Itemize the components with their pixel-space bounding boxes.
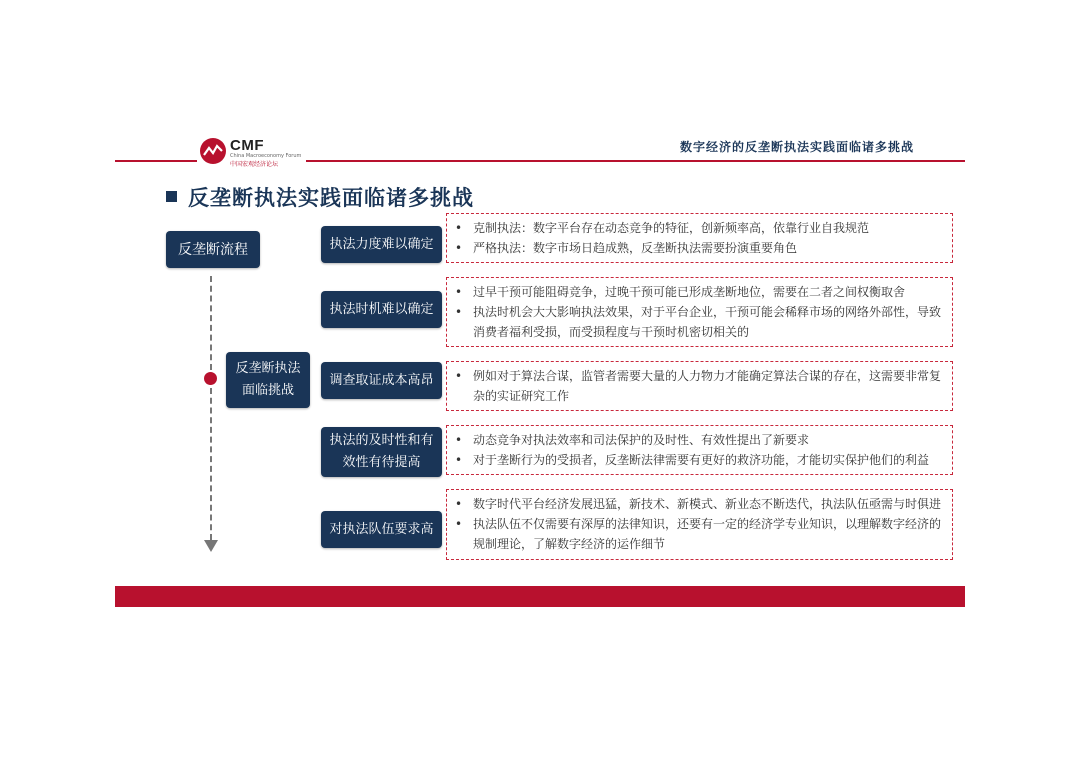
process-label-box	[166, 231, 260, 268]
bullet-item: • 执法时机会大大影响执法效果，对于平台企业，干预可能会稀释市场的网络外部性，导致消费者福利受损，而受损程度与干预时机密切相关的	[455, 302, 946, 342]
process-label: 反垄断流程	[178, 241, 248, 258]
bullet-item: • 严格执法：数字市场日趋成熟，反垄断执法需要扮演重要角色	[455, 238, 946, 258]
challenge-detail-2	[446, 277, 953, 347]
challenge-detail-4	[446, 425, 953, 475]
bullet-item: • 数字时代平台经济发展迅猛，新技术、新模式、新业态不断迭代，执法队伍亟需与时俱进	[455, 494, 946, 514]
bullet-item: • 动态竞争对执法效率和司法保护的及时性、有效性提出了新要求	[455, 430, 946, 450]
challenge-title-2: 执法时机难以确定	[329, 301, 434, 317]
challenge-title-1: 执法力度难以确定	[329, 236, 434, 252]
bullet-item: • 克制执法：数字平台存在动态竞争的特征，创新频率高，依靠行业自我规范	[455, 218, 946, 238]
challenge-title-5: 对执法队伍要求高	[329, 521, 434, 537]
title-bullet-square	[166, 191, 177, 202]
bullet-item: • 对于垄断行为的受损者，反垄断法律需要有更好的救济功能，才能切实保护他们的利益	[455, 450, 946, 470]
challenge-detail-3	[446, 361, 953, 411]
challenge-box-3	[321, 362, 442, 399]
challenge-box-5	[321, 511, 442, 548]
page-title: 反垄断执法实践面临诸多挑战	[188, 186, 474, 210]
bullet-item: • 执法队伍不仅需要有深厚的法律知识，还要有一定的经济学专业知识，以理解数字经济的规制理论，了解数字经济的运作细节	[455, 514, 946, 554]
challenge-title-3: 调查取证成本高昂	[329, 372, 434, 388]
flow-dot	[204, 372, 217, 385]
challenge-detail-5	[446, 489, 953, 560]
challenge-detail-1	[446, 213, 953, 263]
bullet-item: • 例如对于算法合谋，监管者需要大量的人力物力才能确定算法合谋的存在，这需要非常复杂的实证研究工作	[455, 366, 946, 406]
flow-arrow-icon	[204, 540, 218, 552]
challenge-box-4	[321, 427, 442, 477]
challenge-label-box	[226, 352, 310, 408]
challenge-box-1	[321, 226, 442, 263]
bullet-item: • 过早干预可能阻碍竞争，过晚干预可能已形成垄断地位，需要在二者之间权衡取舍	[455, 282, 946, 302]
logo-cn: 中国宏观经济论坛	[230, 161, 279, 168]
header-title: 数字经济的反垄断执法实践面临诸多挑战	[679, 140, 914, 154]
cmf-logo	[200, 138, 300, 168]
footer-bar	[115, 586, 965, 607]
challenge-box-2	[321, 291, 442, 328]
logo-subtitle: China Macroeconomy Forum	[230, 153, 302, 159]
flow-line-bottom	[210, 388, 212, 540]
challenge-label-line1: 反垄断执法	[235, 361, 301, 376]
logo-text: CMF	[230, 137, 264, 154]
header-line-right	[306, 160, 965, 162]
logo-mark-icon	[200, 138, 226, 164]
header-line-left	[115, 160, 197, 162]
flow-line-top	[210, 276, 212, 370]
challenge-title-4-line2: 效性有待提高	[342, 455, 421, 470]
challenge-label-line2: 面临挑战	[241, 383, 294, 398]
challenge-title-4-line1: 执法的及时性和有	[329, 433, 434, 448]
